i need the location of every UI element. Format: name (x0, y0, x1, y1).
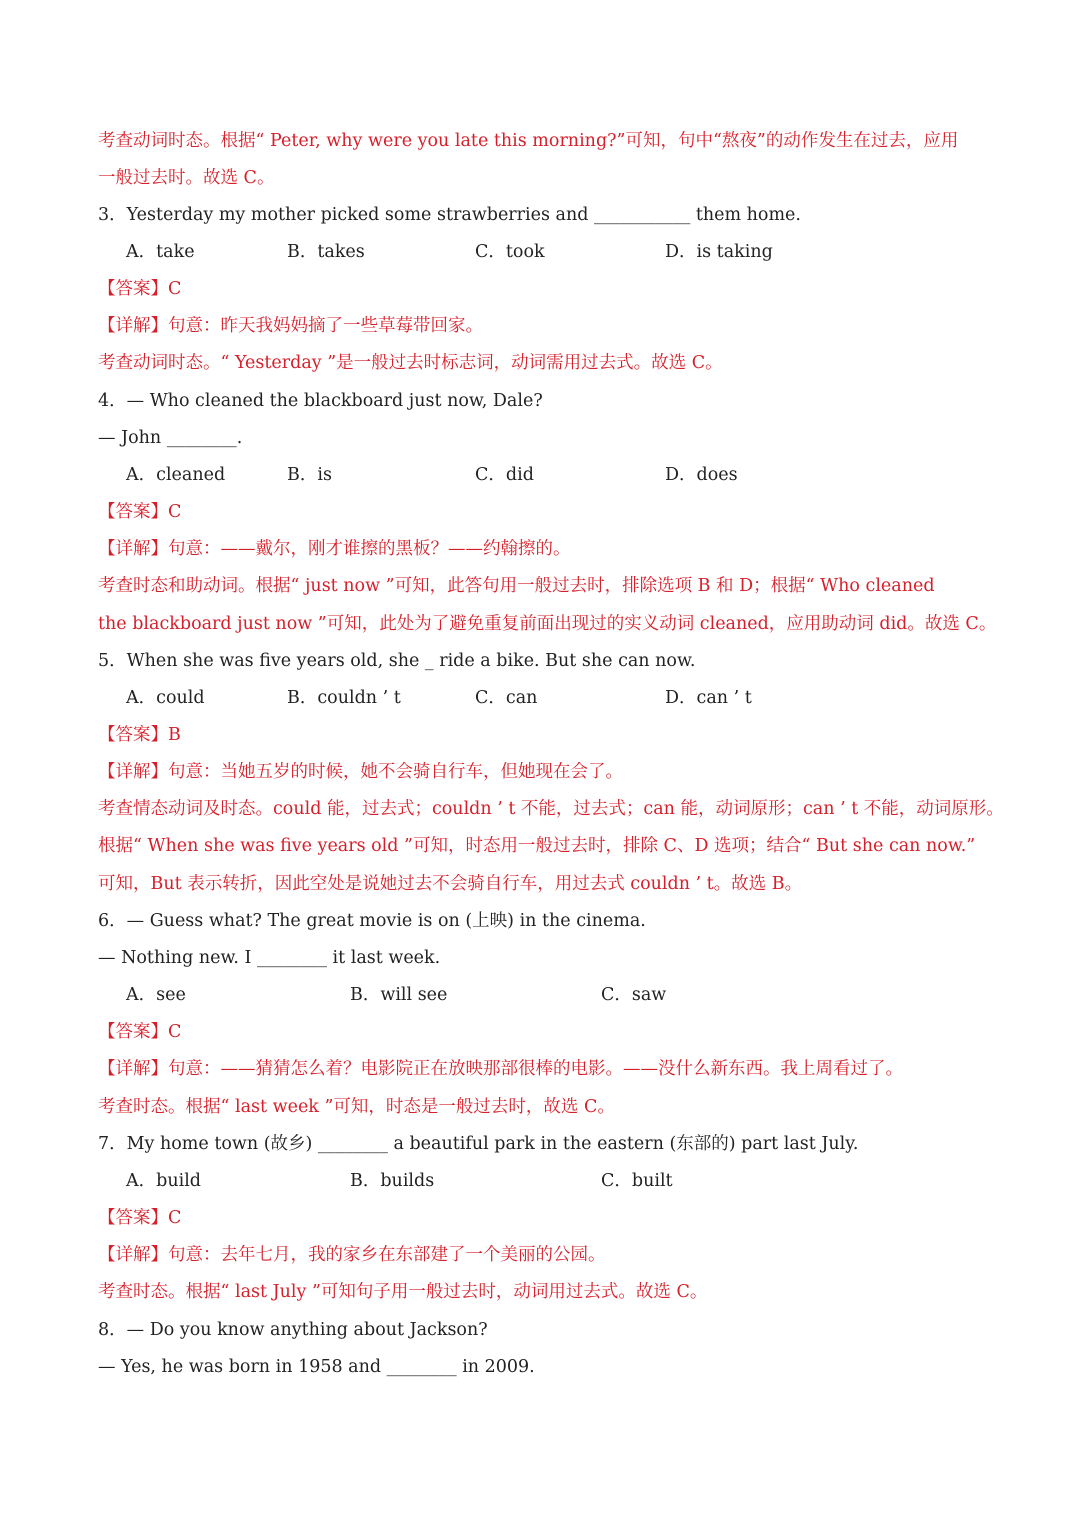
q6-option-b: B．will see (350, 985, 448, 1005)
q7-explanation: 考查时态。根据“ last July ”可知句子用一般过去时，动词用过去式。故选 C。 (98, 1282, 708, 1302)
q6-answer: 【答案】C (98, 1022, 182, 1042)
q5-option-a: A．could (126, 688, 205, 708)
q4-reply: — John ________. (98, 428, 243, 448)
q3-explanation: 【详解】句意：昨天我妈妈摘了一些草莓带回家。 (98, 316, 483, 336)
q5-explanation: 根据“ When she was five years old ”可知，时态用一般过去时，排除 C、D 选项；结合“ But she can now.” (98, 836, 976, 856)
q4-explanation: 【详解】句意：——戴尔，刚才谁擦的黑板？——约翰擦的。 (98, 539, 571, 559)
q4-option-d: D．does (665, 465, 738, 485)
q3-option-c: C．took (475, 242, 545, 262)
q4-answer: 【答案】C (98, 502, 182, 522)
q7-option-c: C．built (601, 1171, 673, 1191)
q5-explanation: 可知，But 表示转折，因此空处是说她过去不会骑自行车，用过去式 couldn ’ t。故选 B。 (98, 874, 803, 894)
q4-option-c: C．did (475, 465, 534, 485)
q6-explanation: 【详解】句意：——猜猜怎么着？电影院正在放映那部很棒的电影。——没什么新东西。我上周看过了。 (98, 1059, 903, 1079)
q5-option-c: C．can (475, 688, 538, 708)
q7-answer: 【答案】C (98, 1208, 182, 1228)
q6-option-c: C．saw (601, 985, 667, 1005)
q6-option-a: A．see (126, 985, 186, 1005)
question-3: 3．Yesterday my mother picked some strawberries and ___________ them home. (98, 205, 801, 225)
question-6: 6．— Guess what? The great movie is on (上映) in the cinema. (98, 911, 646, 931)
q3-option-a: A．take (126, 242, 195, 262)
q4-explanation: the blackboard just now ”可知，此处为了避免重复前面出现过的实义动词 cleaned，应用助动词 did。故选 C。 (98, 614, 997, 634)
question-4: 4．— Who cleaned the blackboard just now, Dale? (98, 391, 543, 411)
q5-explanation: 【详解】句意：当她五岁的时候，她不会骑自行车，但她现在会了。 (98, 762, 623, 782)
question-5: 5．When she was five years old, she _ ride a bike. But she can now. (98, 651, 696, 671)
explanation-line: 一般过去时。故选 C。 (98, 168, 275, 188)
q7-explanation: 【详解】句意：去年七月，我的家乡在东部建了一个美丽的公园。 (98, 1245, 606, 1265)
q7-option-b: B．builds (350, 1171, 435, 1191)
q4-explanation: 考查时态和助动词。根据“ just now ”可知，此答句用一般过去时，排除选项 B 和 D；根据“ Who cleaned (98, 576, 935, 596)
q3-option-b: B．takes (287, 242, 365, 262)
question-8: 8．— Do you know anything about Jackson? (98, 1320, 488, 1340)
q3-explanation: 考查动词时态。“ Yesterday ”是一般过去时标志词，动词需用过去式。故选 C。 (98, 353, 723, 373)
q5-option-b: B．couldn ’ t (287, 688, 401, 708)
q6-explanation: 考查时态。根据“ last week ”可知，时态是一般过去时，故选 C。 (98, 1097, 615, 1117)
q5-answer: 【答案】B (98, 725, 181, 745)
q3-option-d: D．is taking (665, 242, 773, 262)
q3-answer: 【答案】C (98, 279, 182, 299)
q5-option-d: D．can ’ t (665, 688, 752, 708)
explanation-line: 考查动词时态。根据“ Peter, why were you late this morning?”可知，句中“熬夜”的动作发生在过去，应用 (98, 131, 959, 151)
q4-option-a: A．cleaned (126, 465, 226, 485)
q7-option-a: A．build (126, 1171, 202, 1191)
q5-explanation: 考查情态动词及时态。could 能，过去式；couldn ’ t 不能，过去式；can 能，动词原形；can ’ t 不能，动词原形。 (98, 799, 1004, 819)
q8-reply: — Yes, he was born in 1958 and ________ in 2009. (98, 1357, 535, 1377)
q6-reply: — Nothing new. I ________ it last week. (98, 948, 441, 968)
question-7: 7．My home town (故乡) ________ a beautiful park in the eastern (东部的) part last July. (98, 1134, 859, 1154)
q4-option-b: B．is (287, 465, 332, 485)
